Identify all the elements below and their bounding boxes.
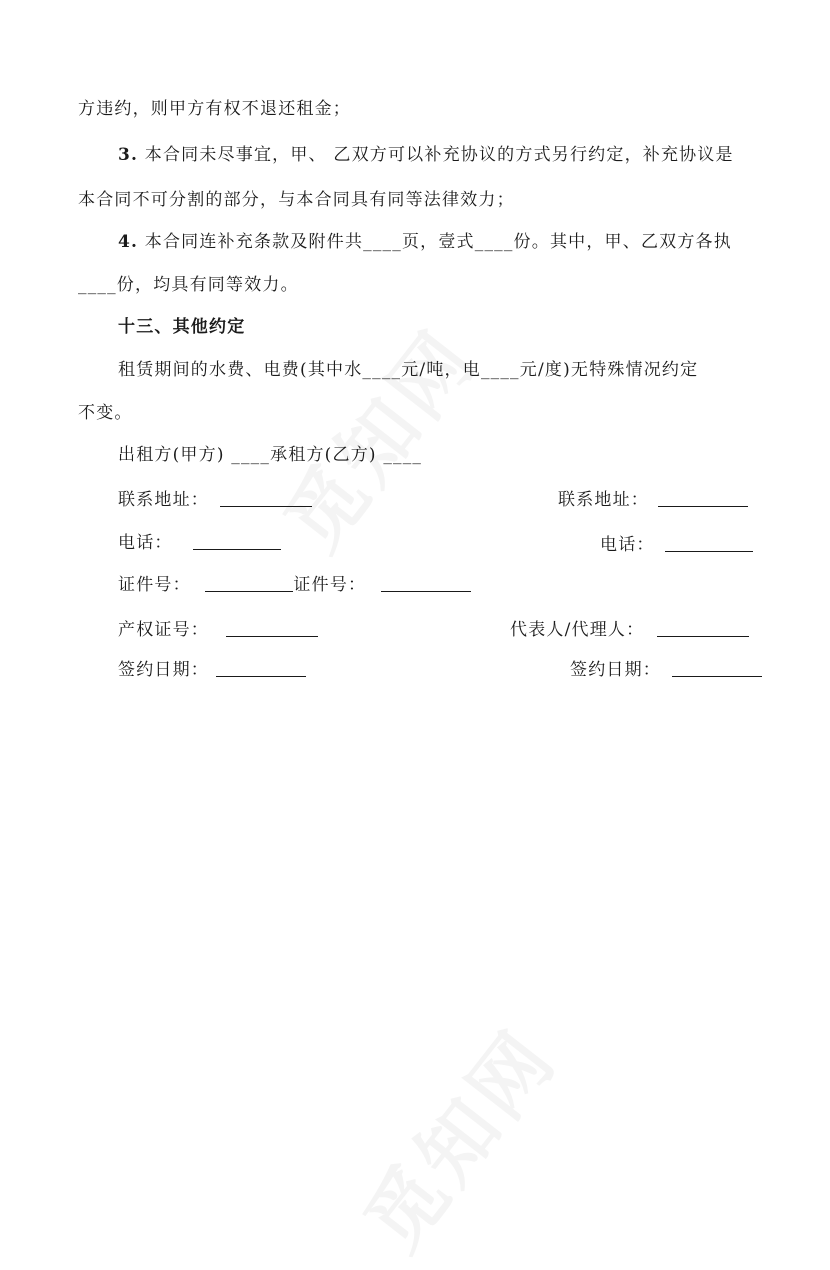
watermark — [254, 302, 497, 570]
property-cert-row — [118, 618, 318, 642]
other-terms-text: 租赁期间的水费、电费(其中水____元/吨，电____元/度)无特殊情况约定 — [118, 360, 699, 380]
clause-number: 3. — [118, 145, 139, 165]
clause-text: 本合同不可分割的部分，与本合同具有同等法律效力； — [78, 190, 515, 210]
clause-3-line-1 — [118, 143, 734, 167]
clause-text: 本合同未尽事宜，甲、 乙双方可以补充协议的方式另行约定，补充协议是 — [138, 145, 734, 165]
clause-number: 4. — [118, 232, 139, 252]
id-row — [118, 573, 471, 597]
property-cert-blank — [226, 618, 318, 637]
id-label: 证件号： — [118, 575, 191, 595]
left-date-row — [118, 658, 306, 682]
id-label: 证件号： — [293, 575, 367, 595]
phone-blank — [665, 533, 753, 552]
clause-3-line-2 — [78, 188, 515, 212]
left-phone-row — [118, 531, 281, 555]
representative-row — [510, 618, 749, 642]
address-blank — [658, 488, 748, 507]
paragraph-text: 方违约，则甲方有权不退还租金； — [78, 99, 351, 119]
right-phone-row — [600, 533, 753, 557]
right-date-row — [570, 658, 762, 682]
representative-label: 代表人/代理人： — [510, 620, 645, 640]
parties-line — [118, 443, 422, 467]
phone-label: 电话： — [600, 535, 655, 555]
phone-label: 电话： — [118, 533, 173, 553]
date-label: 签约日期： — [570, 660, 661, 680]
clause-4-line-1 — [118, 230, 732, 254]
section-title-text: 十三、其他约定 — [118, 317, 246, 337]
phone-blank — [193, 531, 281, 550]
address-blank — [220, 488, 312, 507]
paragraph-line — [78, 97, 351, 121]
clause-4-line-2 — [78, 273, 299, 297]
right-address-row — [558, 488, 748, 512]
id-blank — [205, 573, 293, 592]
other-terms-line-2 — [78, 401, 133, 425]
property-cert-label: 产权证号： — [118, 620, 209, 640]
other-terms-line-1 — [118, 358, 698, 382]
left-address-row — [118, 488, 312, 512]
representative-blank — [657, 618, 749, 637]
date-blank — [672, 658, 762, 677]
address-label: 联系地址： — [558, 490, 649, 510]
watermark-bottom — [334, 1002, 577, 1270]
parties-text: 出租方(甲方) ____承租方(乙方) ____ — [118, 445, 423, 465]
other-terms-text: 不变。 — [78, 403, 133, 423]
clause-text: 本合同连补充条款及附件共____页，壹式____份。其中，甲、乙双方各执 — [138, 232, 732, 252]
section-title — [118, 315, 245, 339]
date-label: 签约日期： — [118, 660, 209, 680]
id-blank — [381, 573, 471, 592]
clause-text: ____份，均具有同等效力。 — [78, 275, 299, 295]
address-label: 联系地址： — [118, 490, 209, 510]
date-blank — [216, 658, 306, 677]
